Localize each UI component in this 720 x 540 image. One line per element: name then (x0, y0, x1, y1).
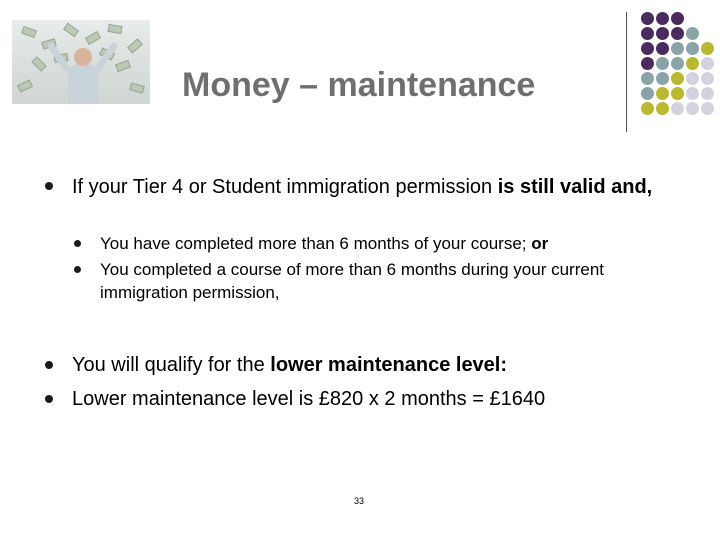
bullet-text-part: You will qualify for the (72, 354, 271, 376)
sub-bullet-text (100, 232, 640, 255)
bullet-text-part-bold: lower maintenance level: (270, 354, 508, 376)
dot (641, 87, 654, 100)
page-number: 33 (354, 496, 365, 506)
banknote-icon (129, 82, 145, 93)
bullet-text-part: If your Tier 4 or Student immigration permission (72, 176, 498, 198)
header-divider (626, 12, 627, 132)
bullet-text (72, 352, 672, 378)
dot (671, 72, 684, 85)
bullet-text (72, 386, 672, 412)
dot (656, 27, 669, 40)
bullet-marker (45, 361, 53, 369)
bullet-text-part: Lower maintenance level is £820 x 2 months = £1640 (72, 388, 546, 410)
dot (701, 87, 714, 100)
person-body (68, 64, 98, 104)
dot (656, 42, 669, 55)
sub-bullet-text (100, 258, 640, 304)
slide-title: Money – maintenance (182, 66, 536, 104)
banknote-icon (17, 79, 33, 92)
dot (686, 57, 699, 70)
banknote-icon (115, 60, 131, 72)
dot (686, 72, 699, 85)
dot (701, 57, 714, 70)
person-head (74, 48, 92, 66)
dot (701, 42, 714, 55)
dot (686, 102, 699, 115)
sub-bullet-text-part-bold: or (531, 234, 549, 253)
bullet-marker (45, 395, 53, 403)
dot (671, 42, 684, 55)
dot (656, 57, 669, 70)
dot (656, 12, 669, 25)
bullet-text-part-bold: is still valid and, (497, 176, 653, 198)
sub-bullet-text-part: You have completed more than 6 months of your course; (100, 234, 532, 253)
dot (686, 27, 699, 40)
banknote-icon (31, 56, 47, 72)
dot (656, 72, 669, 85)
dot (641, 102, 654, 115)
banknote-icon (63, 23, 79, 38)
dot (671, 27, 684, 40)
dot (701, 72, 714, 85)
dot (701, 102, 714, 115)
dot (656, 102, 669, 115)
dot (641, 27, 654, 40)
dot (671, 102, 684, 115)
banknote-icon (107, 24, 122, 34)
dot (671, 12, 684, 25)
bullet-text (72, 174, 662, 200)
dot (641, 12, 654, 25)
dot (656, 87, 669, 100)
sub-bullet-text-part: You completed a course of more than 6 months during your current immigration permission, (100, 260, 604, 302)
banknote-icon (127, 38, 143, 53)
sub-bullet-marker (74, 240, 81, 247)
banknote-icon (85, 31, 101, 45)
money-rain-photo (12, 20, 150, 104)
dot (641, 72, 654, 85)
sub-bullet-marker (74, 266, 81, 273)
dot (641, 57, 654, 70)
bullet-marker (45, 182, 53, 190)
dot (686, 42, 699, 55)
dot (641, 42, 654, 55)
dot (671, 57, 684, 70)
dot (671, 87, 684, 100)
dot (686, 87, 699, 100)
banknote-icon (21, 26, 37, 38)
